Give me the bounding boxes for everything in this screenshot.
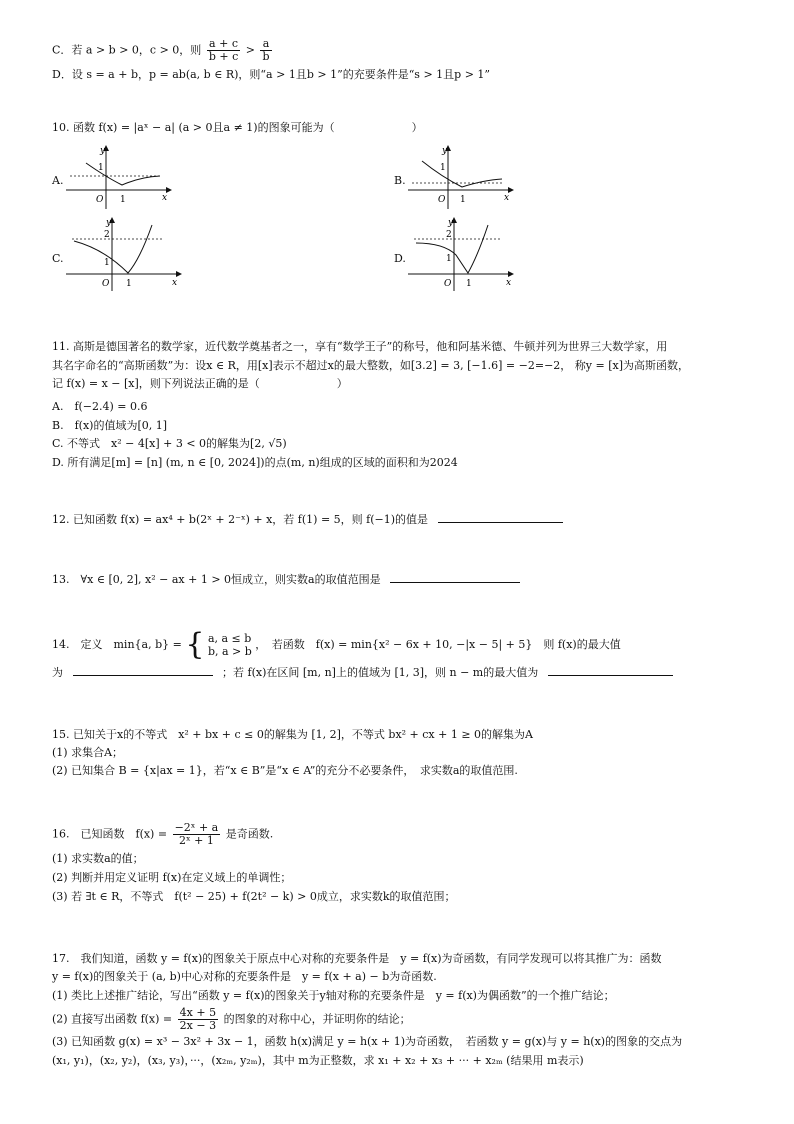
q13-text: 13. ∀x ∈ [0, 2], x² − ax + 1 > 0恒成立，则实数a的取值范围是 [52,572,520,587]
q17-stem-line2: y = f(x)的图象关于 (a, b)中心对称的充要条件是 y = f(x + a) − b为奇函数. [52,970,437,983]
q9-fraction-1: $\frac{a + c}{b + c}$ [208,37,239,63]
q17-fraction: $\frac{4x + 5}{2x - 3}$ [179,1006,217,1032]
tick-one-y: 1 [440,163,446,173]
q12-text: 12. 已知函数 f(x) = ax⁴ + b(2ˣ + 2⁻ˣ) + x，若 f(1) = 5，则 f(−1)的值是 [52,512,563,527]
axis-y-label: y [106,218,112,228]
q14-line2: 为 ；若 f(x)在区间 [m, n]上的值域为 [1, 3]，则 n − m的最大值为 [52,665,673,680]
brace-icon: { [185,627,205,662]
tick-two-y: 2 [446,230,452,240]
q11-option-c: C. 不等式 x² − 4[x] + 3 < 0的解集为[2, √5) [52,437,287,450]
axis-y-label: y [100,146,106,156]
axis-x-label: x [162,193,168,203]
q10-label-c: C. [52,252,64,265]
q9-option-d: D．设 s = a + b，p = ab(a, b ∈ R)，则“a > 1且b > 1”的充要条件是“s > 1且p > 1” [52,68,491,81]
q10-graph-a [66,143,176,211]
q15-stem: 15. 已知关于x的不等式 x² + bx + c ≤ 0的解集为 [1, 2]，不等式 bx² + cx + 1 ≥ 0的解集为A [52,728,533,741]
q9-fraction-2: $\frac{a}{b}$ [262,37,270,63]
piecewise-cases: a, a ≤ b b, a > b [207,632,252,658]
q10-graph-b [408,143,518,211]
q16-fraction: $\frac{\text{−2ˣ + a}}{\text{2ˣ + 1}}$ [174,821,219,847]
q17-part2: (2) 直接写出函数 f(x) = $\frac{4x + 5}{2x - 3}$ 的图象的对称中心，并证明你的结论； [52,1006,411,1032]
q17-part3-line2: (x₁, y₁)，(x₂, y₂)，(x₃, y₃)，···，(x₂ₘ, y₂ₘ)，其中 m为正整数，求 x₁ + x₂ + x₃ + ··· + x₂ₘ (结果用 m表示) [52,1054,584,1067]
origin-label: O [96,195,104,205]
tick-one-y: 1 [98,163,104,173]
tick-one-y: 1 [104,258,110,268]
q11-option-b: B. f(x)的值域为[0, 1] [52,419,168,432]
q10-stem: 10. 函数 f(x) = |aˣ − a| (a > 0且a ≠ 1)的图象可能为（ ） [52,121,423,134]
q16-part2: (2) 判断并用定义证明 f(x)在定义域上的单调性； [52,871,292,884]
axis-y-label: y [442,146,448,156]
q9-option-c: C．若 a > b > 0，c > 0，则 $\frac{a + c}{b + c}$ > $\frac{a}{b}$ [52,37,270,63]
axis-x-label: x [506,278,512,288]
origin-label: O [438,195,446,205]
q10-graph-c [66,215,186,293]
tick-two-y: 2 [104,230,110,240]
q17-part1: (1) 类比上述推广结论，写出“函数 y = f(x)的图象关于y轴对称的充要条件是 y = f(x)为偶函数”的一个推广结论； [52,989,615,1002]
answer-blank[interactable] [390,572,520,583]
q11-stem-line1: 11. 高斯是德国著名的数学家，近代数学奠基者之一，享有“数学王子”的称号，他和阿基米德、牛顿并列为世界三大数学家，用 [52,340,668,353]
q11-stem-line2: 其名字命名的“高斯函数”为：设x ∈ R，用[x]表示不超过x的最大整数，如[3.2] = 3, [−1.6] = −2=−2， 称y = [x]为高斯函数， [52,359,689,372]
tick-one-x: 1 [466,279,472,289]
q10-label-d: D. [394,252,406,265]
axis-y-label: y [448,218,454,228]
axis-x-label: x [504,193,510,203]
origin-label: O [444,279,452,289]
q16-part1: (1) 求实数a的值； [52,852,144,865]
q14-line1: 14. 定义 min{a, b} = { a, a ≤ b b, a > b ， 若函数 f(x) = min{x² − 6x + 10, −|x − 5| + 5} 则 f(x)的最大值 [52,627,621,662]
tick-one-y: 1 [446,254,452,264]
q10-label-a: A. [52,174,64,187]
q16-stem: 16. 已知函数 f(x) = $\frac{\text{−2ˣ + a}}{\text{2ˣ + 1}}$ 是奇函数. [52,821,274,847]
q11-option-d: D. 所有满足[m] = [n] (m, n ∈ [0, 2024])的点(m, n)组成的区域的面积和为2024 [52,456,458,469]
q11-stem-line3: 记 f(x) = x − [x]，则下列说法正确的是（ ） [52,377,348,390]
q15-part1: (1) 求集合A； [52,746,124,759]
axis-x-label: x [172,278,178,288]
q16-part3: (3) 若 ∃t ∈ R，不等式 f(t² − 25) + f(2t² − k) > 0成立，求实数k的取值范围； [52,890,456,903]
q17-stem-line1: 17. 我们知道，函数 y = f(x)的图象关于原点中心对称的充要条件是 y = f(x)为奇函数，有同学发现可以将其推广为：函数 [52,952,662,965]
answer-blank[interactable] [438,512,563,523]
origin-label: O [102,279,110,289]
answer-blank-1[interactable] [73,665,213,676]
tick-one-x: 1 [460,195,466,205]
q10-label-b: B. [394,174,406,187]
tick-one-x: 1 [126,279,132,289]
q10-graph-d [408,215,528,293]
q11-option-a: A. f(−2.4) = 0.6 [52,400,148,413]
q15-part2: (2) 已知集合 B = {x|ax = 1}，若“x ∈ B”是“x ∈ A”的充分不必要条件， 求实数a的取值范围. [52,764,518,777]
answer-blank-2[interactable] [548,665,673,676]
tick-one-x: 1 [120,195,126,205]
q17-part3-line1: (3) 已知函数 g(x) = x³ − 3x² + 3x − 1，函数 h(x)满足 y = h(x + 1)为奇函数， 若函数 y = g(x)与 y = h(x)的图象的交点为 [52,1035,683,1048]
